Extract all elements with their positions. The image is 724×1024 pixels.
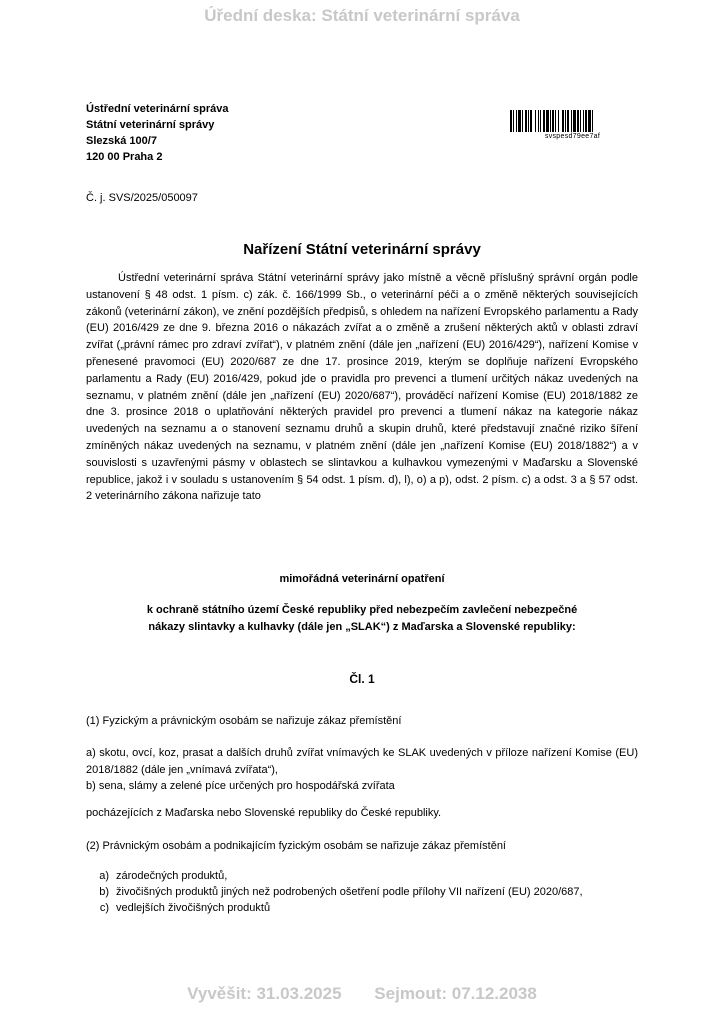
barcode-bar bbox=[550, 110, 551, 132]
document-title: Nařízení Státní veterinární správy bbox=[243, 241, 481, 258]
barcode-bar bbox=[558, 110, 559, 132]
section-1-text: (1) Fyzickým a právnickým osobám se nařizuje zákaz přemístění bbox=[86, 715, 402, 727]
barcode-bar bbox=[571, 110, 572, 132]
origin-text: pocházejících z Maďarska nebo Slovenské republiky do České republiky. bbox=[86, 807, 442, 819]
address-line: Státní veterinární správy bbox=[86, 119, 215, 131]
barcode-bar bbox=[516, 110, 517, 132]
barcode-bar bbox=[577, 110, 579, 132]
removal-date: Sejmout: 07.12.2038 bbox=[374, 984, 537, 1003]
item-b: b) sena, slámy a zelené píce určených pro hospodářská zvířata bbox=[86, 780, 395, 792]
address-line: 120 00 Praha 2 bbox=[86, 151, 163, 163]
barcode-bar bbox=[585, 110, 587, 132]
list-text: vedlejších živočišných produktů bbox=[116, 902, 271, 914]
barcode-bar bbox=[530, 110, 532, 132]
reference-number: Č. j. SVS/2025/050097 bbox=[86, 192, 198, 204]
barcode-bar bbox=[543, 110, 545, 132]
barcode-bar bbox=[562, 110, 564, 132]
list-text: zárodečných produktů, bbox=[116, 870, 228, 882]
barcode-bar bbox=[522, 110, 523, 132]
address-line: Slezská 100/7 bbox=[86, 135, 157, 147]
barcode-bar bbox=[518, 110, 521, 132]
barcode-bar bbox=[573, 110, 576, 132]
barcode-bar bbox=[583, 110, 584, 132]
barcode-bar bbox=[552, 110, 554, 132]
list-text: živočišných produktů jiných než podrobených ošetření podle přílohy VII nařízení (EU) 2020/687, bbox=[116, 886, 583, 898]
watermark-header: Úřední deska: Státní veterinární správa bbox=[204, 6, 520, 25]
barcode-bar bbox=[580, 110, 581, 132]
barcode-bar bbox=[588, 110, 591, 132]
article-heading: Čl. 1 bbox=[349, 672, 375, 686]
measures-subtitle-line: k ochraně státního území České republiky před nebezpečím zavlečení nebezpečné bbox=[146, 604, 578, 616]
list-item bbox=[86, 868, 638, 884]
barcode-bar bbox=[538, 110, 539, 132]
barcode-bar bbox=[513, 110, 514, 132]
barcode-bar bbox=[540, 110, 541, 132]
address-block bbox=[86, 101, 228, 165]
barcode-bar bbox=[535, 110, 536, 132]
barcode-bar bbox=[546, 110, 549, 132]
barcode-bar bbox=[592, 110, 593, 132]
barcode-bar bbox=[565, 110, 566, 132]
measures-subtitle bbox=[86, 602, 638, 636]
barcode-bar bbox=[555, 110, 556, 132]
posted-date: Vyvěšit: 31.03.2025 bbox=[187, 984, 342, 1003]
list-item bbox=[86, 900, 638, 916]
barcode-bar bbox=[510, 110, 512, 132]
barcode-bar bbox=[567, 110, 569, 132]
list-marker: a) bbox=[99, 870, 109, 882]
address-line: Ústřední veterinární správa bbox=[86, 103, 229, 115]
section-2-list bbox=[86, 868, 638, 916]
measures-subtitle-line: nákazy slintavky a kulhavky (dále jen „SLAK“) z Maďarska a Slovenské republiky: bbox=[148, 621, 576, 633]
barcode bbox=[510, 110, 635, 140]
item-a: a) skotu, ovcí, koz, prasat a dalších druhů zvířat vnímavých ke SLAK uvedených v příloze nařízení Komise (EU) 2018/1882 (dále jen „vnímavá zvířata“), bbox=[86, 747, 638, 776]
barcode-bar bbox=[528, 110, 529, 132]
list-item bbox=[86, 884, 638, 900]
barcode-text: svspesd79ee7af bbox=[544, 133, 601, 140]
watermark-footer bbox=[0, 984, 724, 1004]
list-marker: b) bbox=[99, 886, 109, 898]
section-1-items bbox=[86, 745, 638, 795]
list-marker: c) bbox=[99, 902, 109, 914]
section-2-text: (2) Právnickým osobám a podnikajícím fyzickým osobám se nařizuje zákaz přemístění bbox=[86, 840, 506, 852]
measures-heading: mimořádná veterinární opatření bbox=[279, 573, 445, 585]
intro-paragraph: Ústřední veterinární správa Státní veterinární správy jako místně a věcně příslušný správní orgán podle ustanovení § 48 odst. 1 písm. c) zák. č. 166/1999 Sb., o veterinární péči a o změně některých souvisejících zákonů (veterinární zákon), ve znění pozdějších předpisů, s ohledem na nařízení Evropského parlamentu a Rady (EU) 2016/429 ze dne 9. března 2016 o nákazách zvířat a o změně a zrušení některých aktů v oblasti zdraví zvířat („právní rámec pro zdraví zvířat“), v platném znění (dále jen „nařízení (EU) 2016/429“), nařízení Komise v přenesené pravomoci (EU) 2020/687 ze dne 17. prosince 2019, kterým se doplňuje nařízení Evropského parlamentu a Rady (EU) 2016/429, pokud jde o pravidla pro prevenci a tlumení určitých nákaz uvedených na seznamu, v platném znění (dále jen „nařízení (EU) 2020/687“), prováděcí nařízení Komise (EU) 2018/1882 ze dne 3. prosince 2018 o uplatňování některých pravidel pro prevenci a tlumení nákaz na kategorie nákaz uvedených na seznamu a o stanovení seznamu druhů a skupin druhů, které představují značné riziko šíření zmíněných nákaz uvedených na seznamu, v platném znění (dále jen „nařízení Komise (EU) 2018/1882“) a v souvislosti s uzavřenými pásmy v oblastech se slintavkou a kulhavkou vymezenými v Maďarsku a Slovenské republice, jakož i v souladu s ustanovením § 54 odst. 1 písm. d), l), o) a p), odst. 2 písm. c) a odst. 3 a § 57 odst. 2 veterinárního zákona nařizuje tato bbox=[86, 272, 638, 503]
barcode-bar bbox=[525, 110, 527, 132]
barcode-bars bbox=[510, 110, 635, 132]
